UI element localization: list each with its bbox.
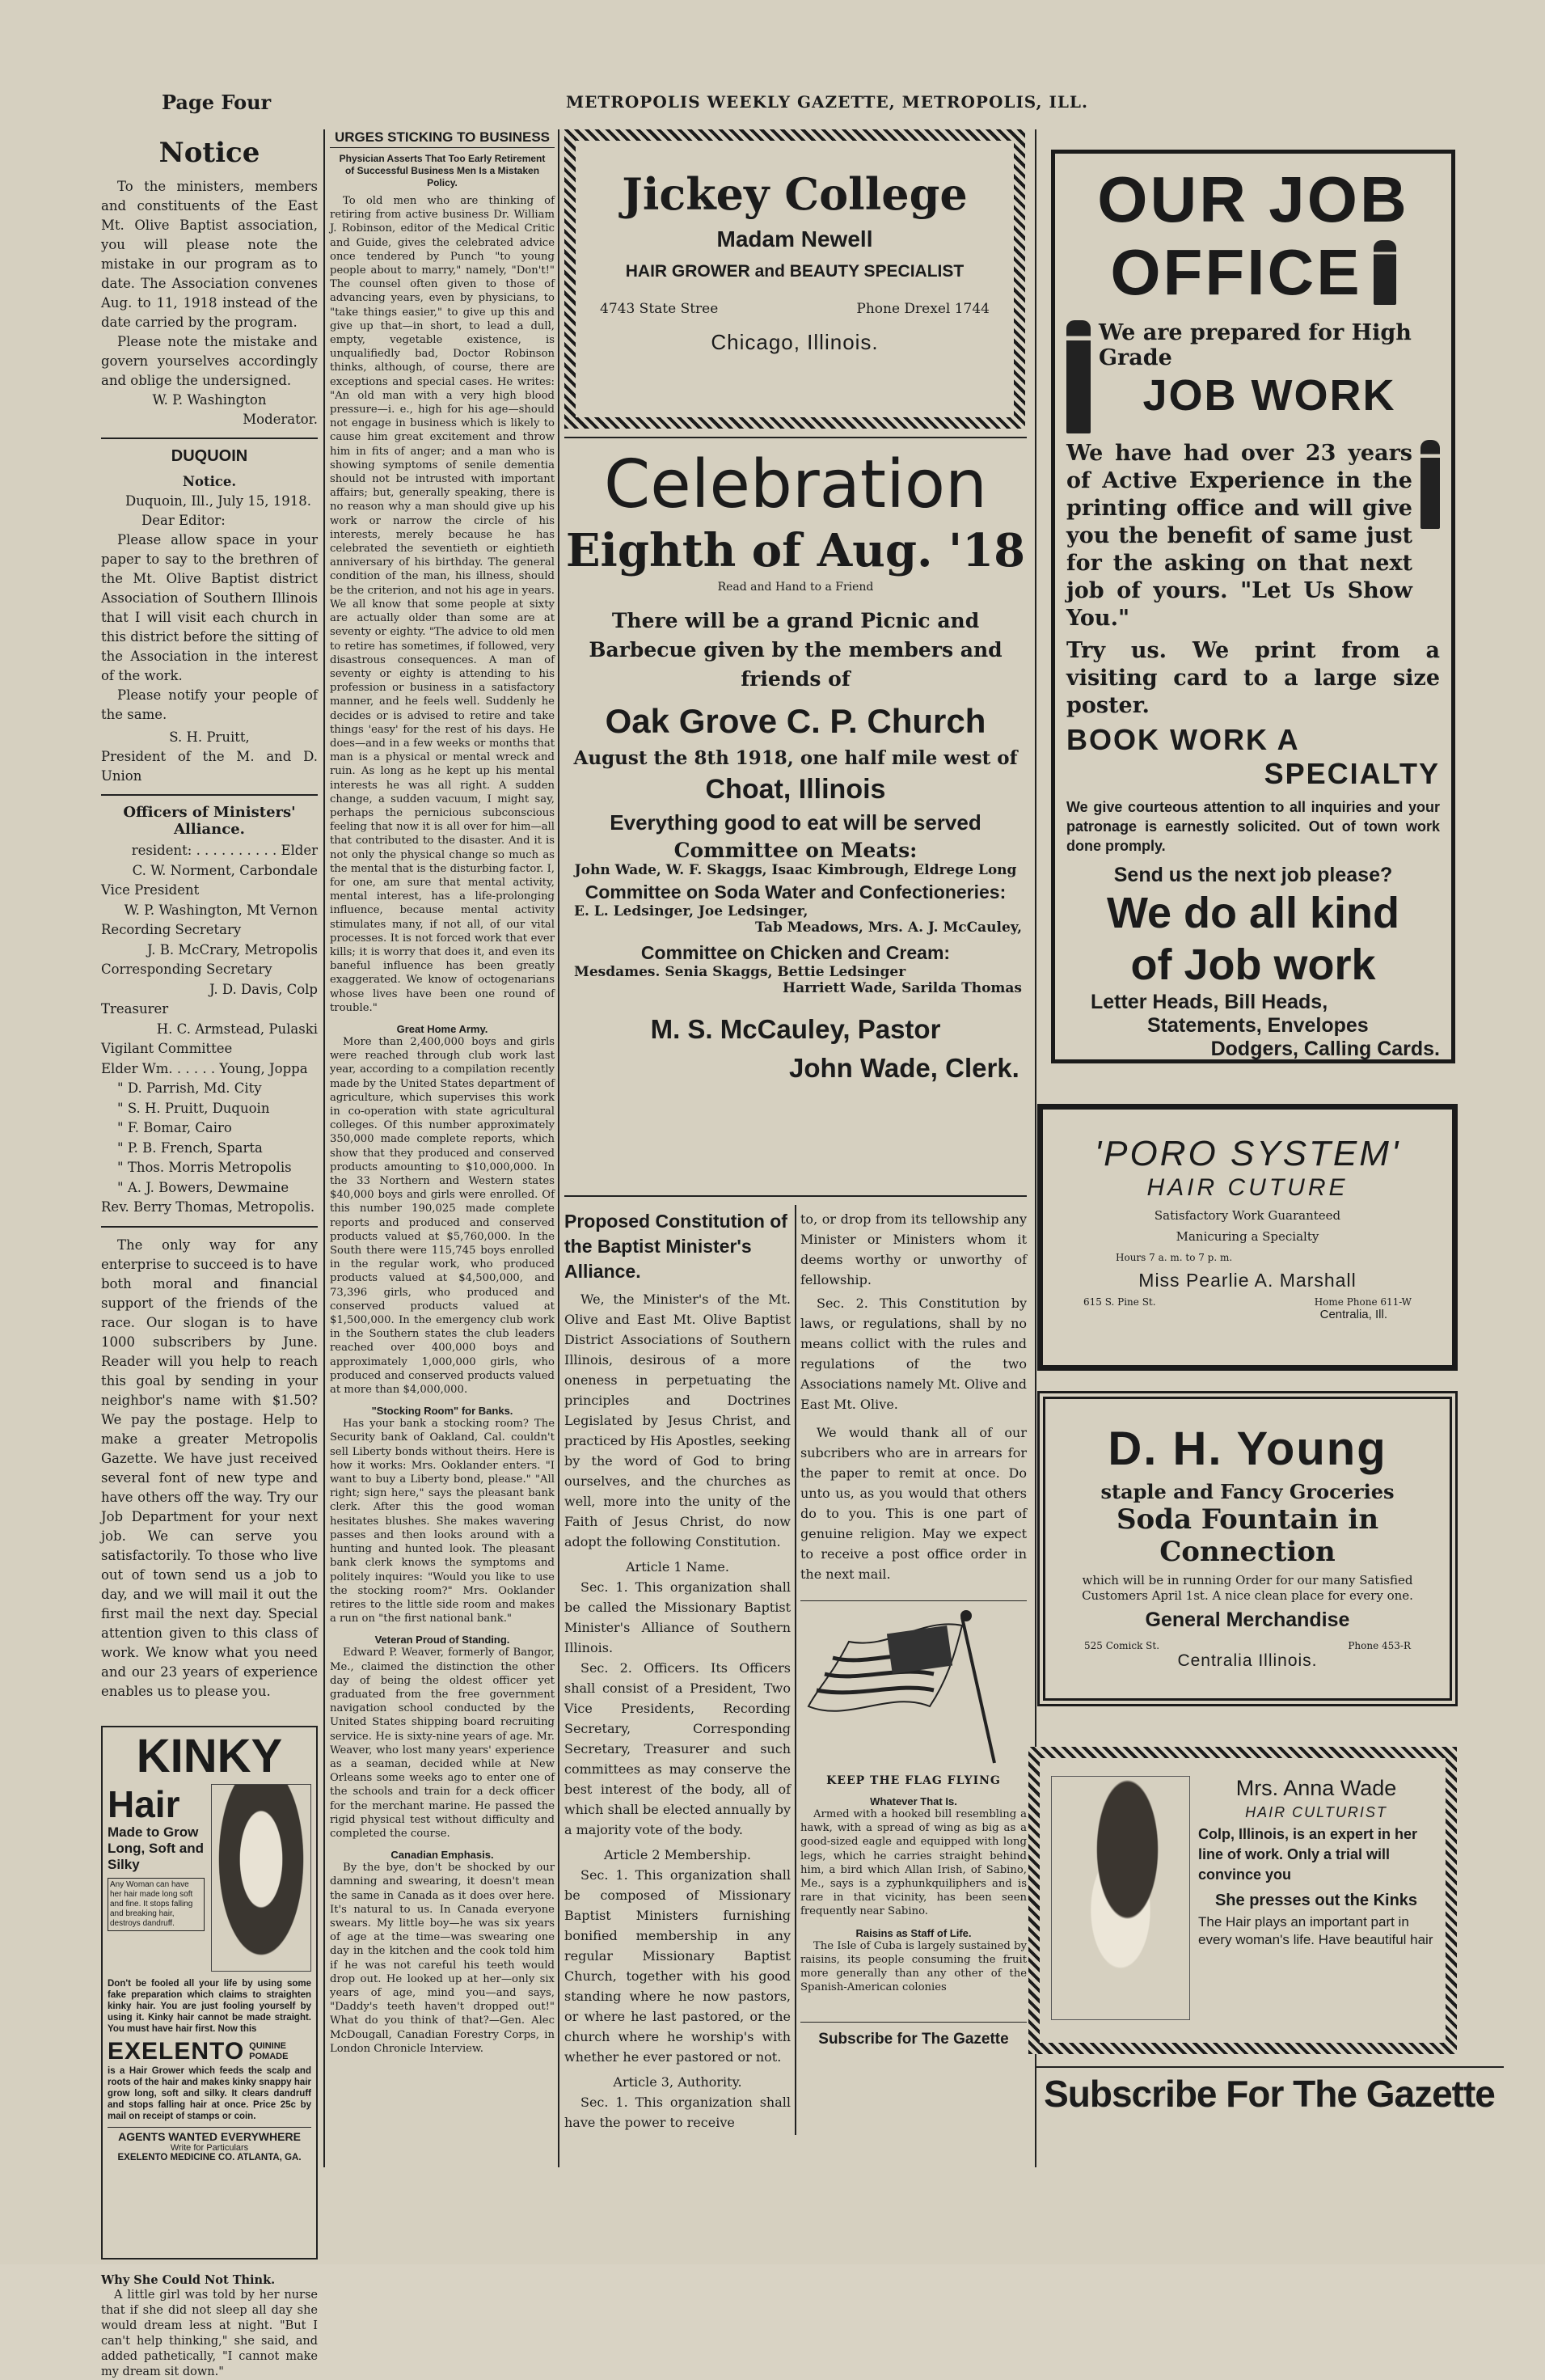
duquoin-text-2: Please notify your people of the same. <box>101 687 318 722</box>
officer-line: " S. H. Pruitt, Duquoin <box>117 1100 270 1116</box>
officer-line: J. B. McCrary, Metropolis <box>146 941 318 957</box>
enterprise-text: The only way for any enterprise to succeed is to have both moral and financial support of the friends of the race. Our slogan is to have 1000 subscribers by June. Reader will you help to reach this goal by sending in your neighbor's name with $1.50? We pay the postage. Help to make a greater Metropolis Gazette. We have just received several font of new type and have others off the way. Try our Job Department for your next job. We can serve you satisfactorily. To those who live out of town send us a job to day, and we will mail it out the first mail the next day. Special attention given to this class of work. We know what you need and our 23 years of experience enables us to please you. <box>101 1237 318 1699</box>
jickey-address: 4743 State Stree <box>600 301 719 317</box>
young-address: 525 Comick St. <box>1084 1640 1160 1651</box>
celebration-title: Celebration <box>603 446 988 523</box>
officer-line: Corresponding Secretary <box>101 962 272 977</box>
jickey-name: Madam Newell <box>716 226 873 252</box>
officer-line: " A. J. Bowers, Dewmaine <box>117 1179 289 1195</box>
column-rule <box>558 129 559 2167</box>
officer-line: " P. B. French, Sparta <box>117 1139 263 1156</box>
army-body: More than 2,400,000 boys and girls were reached through club work last year, according to a compilation recently made by the United States department of agriculture, which supervises this work in co-operation with state agricultural colleges. Of this number approximately 350,000 made complete reports, which show that they produced and conserved products amounting to $10,000,000. In the 33 Northern and Western states $40,000 boys and girls were enrolled. Of this number 190,025 made complete reports and produced and conserved products valued at $5,760,000. In the South there were 115,745 boys enrolled in the regular work, who produced products valued at $4,500,000, and 73,396 girls, who produced and conserved products valued at $1,500,000. In the emergency club work in the Southern states the club leaders reached over 400,000 boys and approximately 1,000,000 girls, who produced and conserved products valued at more than $4,000,000. <box>330 1035 555 1397</box>
veteran-title: Veteran Proud of Standing. <box>374 1634 510 1647</box>
stocking-body: Has your bank a stocking room? The Security bank of Oakland, Cal. couldn't sell Liberty bonds without theirs. Here is how it works: Mrs. Ooklander enters. "I want to buy a Liberty bond, please." "All right; sign here," says the pleasant bank clerk. After this the good woman hesitates blushes. She makes wavering passes and then looks around with a hunting and hunted look. The pleasant bank clerk knows the symptoms and politely inquires: "Would you like to use the stocking room?" Mrs. Ooklander retires to the little side room and makes a run on "the first national bank." <box>330 1418 555 1625</box>
young-text: which will be in running Order for our many Satisfied Customers April 1st. A nice clean place for every one. <box>1082 1573 1413 1603</box>
officer-line: " D. Parrish, Md. City <box>117 1080 262 1096</box>
whatever-body: Armed with a hooked bill resembling a hawk, with a spread of wing as big as a good-sized eagle and equipped with long legs, which he carries straight behind him, a bird which Allan Irish, of Sabino, Me., says is a zyphunkquiliphers and is rare in that vicinity, has been seen frequently near Sabino. <box>800 1808 1027 1918</box>
pastor: M. S. McCauley, Pastor <box>650 1014 941 1044</box>
picnic-town: Choat, Illinois <box>705 774 886 805</box>
exelento-text: is a Hair Grower which feeds the scalp and roots of the hair and makes kinky snappy hair grow long, soft and silky. It clears dandruff and stops falling hair at once. Price 25c by mail on receipt of stamps or coin. <box>108 2065 311 2121</box>
officer-line: Treasurer <box>101 1001 169 1017</box>
duquoin-title: DUQUOIN <box>171 447 248 465</box>
job-office-ad <box>1051 150 1455 1063</box>
why-text: A little girl was told by her nurse that if she did not sleep all day she would dream less at night. "But I can't help thinking," she said, and added pathetically, "I cannot make my dream sit down." <box>101 2288 318 2378</box>
canadian-body: By the bye, don't be shocked by our damning and swearing, it doesn't mean the same in Canada as it does over here. It's natural to us. In Canada everyone swears. My little boy—he was six years of age at the time—was swearing one day in the kitchen and the cook told him if he was not careful his teeth would drop out. He looked up at her—only six years of age, mind you—and says, "Daddy's teeth haven't dropped out!" What do you think of that?—Gen. Alec McDougall, Canadian Forestry Corps, in London Chronicle Interview. <box>330 1862 555 2055</box>
officer-line: W. P. Washington, Mt Vernon <box>124 902 318 918</box>
officer-line: " Thos. Morris Metropolis <box>117 1160 292 1175</box>
chicken-names-1: Mesdames. Senia Skaggs, Bettie Ledsinger <box>574 964 906 980</box>
courteous-text: We give courteous attention to all inquiries and your patronage is earnestly solicited. Out of town work done promply. <box>1066 799 1440 854</box>
officers-list <box>101 841 318 1218</box>
constitution-continued: to, or drop from its tellowship any Minister or Ministers whom it deems worthy or unworthy of fellowship. <box>800 1211 1027 1287</box>
gentleman-figure-icon <box>1374 240 1396 305</box>
constitution-sec2: Sec. 2. This Constitution by laws, or regulations, shall by no means collict with the rules and regulations of the two Associations namely Mt. Olive and East Mt. Olive. <box>800 1296 1027 1412</box>
art3-title: Article 3, Authority. <box>613 2074 742 2090</box>
art2-body: Sec. 1. This organization shall be composed of Missionary Baptist Ministers furnishing bonified membership in any regular Missionary Baptist Church, together with his good standing where he now pastors, or where he last pastored, or the church where he worship's with whether he ever pastored or not. <box>564 1867 791 2065</box>
jickey-city: Chicago, Illinois. <box>711 330 879 354</box>
woman-profile-portrait <box>1051 1776 1190 2020</box>
letter-heads: Letter Heads, Bill Heads, <box>1091 991 1328 1013</box>
celebration-intro: There will be a grand Picnic and Barbecue given by the members and friends of <box>589 609 1003 691</box>
jickey-title: Jickey College <box>622 168 968 220</box>
church-name: Oak Grove C. P. Church <box>605 702 986 740</box>
celebration-ad <box>564 437 1027 1197</box>
picnic-location: August the 8th 1918, one half mile west of <box>573 747 1018 769</box>
dh-young-ad <box>1037 1391 1458 1706</box>
column-rule <box>323 129 325 2167</box>
kinky-body: Don't be fooled all your life by using some fake preparation which claims to straighten kinky hair. You are just fooling yourself by using it. Kinky hair cannot be made straight. You must have hair first. Now this <box>108 1978 311 2034</box>
why-title: Why She Could Not Think. <box>101 2272 276 2287</box>
officer-line: H. C. Armstead, Pulaski <box>156 1021 318 1037</box>
art2-title: Article 2 Membership. <box>604 1847 751 1862</box>
notice-text-2: Please note the mistake and govern yourselves accordingly and oblige the undersigned. <box>101 334 318 388</box>
poro-name: Miss Pearlie A. Marshall <box>1138 1270 1357 1291</box>
subscribe-banner <box>1035 2066 1504 2123</box>
wade-text: Colp, Illinois, is an expert in her line of work. Only a trial will convince you <box>1198 1826 1418 1883</box>
duquoin-date: Duquoin, Ill., July 15, 1918. <box>125 493 311 509</box>
art3-body: Sec. 1. This organization shall have the power to receive <box>564 2095 791 2130</box>
meats-names: John Wade, W. F. Skaggs, Isaac Kimbrough, Eldrege Long <box>574 862 1017 878</box>
agents-sub: Write for Particulars <box>170 2142 249 2153</box>
officer-line: J. D. Davis, Colp <box>209 981 318 997</box>
art1-sec2: Sec. 2. Officers. Its Officers shall consist of a President, Two Vice Presidents, Recording Secretary, Corresponding Secretary, Treasurer and such committees as may conserve the best interest of the body, all of which shall be elected annually by a majority vote of the body. <box>564 1660 791 1837</box>
jickey-college-ad <box>564 129 1025 429</box>
flag-illustration <box>800 1600 1027 1787</box>
everything-good: Everything good to eat will be served <box>610 810 981 835</box>
raisins-title: Raisins as Staff of Life. <box>855 1926 972 1939</box>
poro-address: 615 S. Pine St. <box>1083 1296 1156 1308</box>
young-general: General Merchandise <box>1145 1609 1350 1631</box>
column-2 <box>330 129 555 2143</box>
clerk: John Wade, Clerk. <box>789 1053 1019 1083</box>
company-name: EXELENTO MEDICINE CO. ATLANTA, GA. <box>117 2152 302 2162</box>
jickey-specialty: HAIR GROWER and BEAUTY SPECIALIST <box>625 262 965 281</box>
notice-text: To the ministers, members and constituents of the East Mt. Olive Baptist association, you will please note the mistake in our program as to date. The Association convenes Aug. to 11, 1918 instead of the date carried by the program. <box>101 179 318 330</box>
celebration-date: Eighth of Aug. '18 <box>565 524 1026 577</box>
constitution-body: We, the Minister's of the Mt. Olive and East Mt. Olive Baptist District Associations of Southern Illinois, desirous of a more oneness in perpetuating the principles and Doctrines Legislated by Jesus Christ, and practiced by His Apostles, seeking by the word of God to bring ourselves, and the churches as well, more into the unity of the Faith of Jesus Christ, do now adopt the following Constitution. <box>564 1291 791 1549</box>
subscribe-big: Subscribe For The Gazette <box>1044 2073 1495 2115</box>
specialty: SPECIALTY <box>1264 757 1440 790</box>
article-body: To old men who are thinking of retiring from active business Dr. William J. Robinson, editor of the Medical Critic and Guide, gives the celebrated advice once tendered by Punch "to young people about to marry," namely, "Don't!" The counsel often given to those of advancing years, even by physicians, to "take things easier," to give up this and give up that—in short, to lead a dull, empty, vegetable existence, is unqualifiedly bad, Doctor Robinson thinks, although, of course, there are exceptions and special cases. He writes: "An old man with a very high blood pressure—i. e., high for his age—should not engage in business which is likely to cause him great excitement and throw him in fits of anger; and a man who is showing symptoms of senile dementia should not be intrusted with important affairs; but, generally speaking, there is no reason why a man should give up his work or narrow the circle of his interests, merely because he has celebrated the seventieth or eightieth anniversary of his birthday. The general condition of the man, his illness, should be the criterion, and not his age in years. We all know that some people at sixty are actually older than some are at seventy or eighty. "The advice to old men to retire has sometimes, if followed, very disastrous consequences. A man of seventy or eighty is attending to his profession or business in a satisfactory manner, and he feels well. Suddenly he decides or is advised to retire and take things 'easy' for the rest of his days. He does—and in a few weeks or months that man is a physical or mental wreck and ruin. As long as he kept up his mental interests he was all right. A sudden change, a sudden vacuum, I might say, perhaps the pernicious subconscious feeling that now it is all over for him—all that contributed to the disaster. And it is not only the physical change so much as the mental that is the disturbing factor. I, for one, am sure that mental activity, mental interest, has a life-prolonging influence, because mental activity stimulates many, if not all, of our vital processes. It is not forced work that ever kills; it is worry that does it, and even its baneful influence has been greatly exaggerated. We know of octogenarians whose lives have been one round of trouble." <box>330 195 555 1014</box>
veteran-body: Edward P. Weaver, formerly of Bangor, Me., claimed the distinction the other day of being the oldest officer yet graduated from the free government navigation school conducted by the United States shipping board recruiting service. He is sixty-nine years of age. Mr. Weaver, who lost many years' experience as a seaman, decided while at New Orleans some weeks ago to enter one of the schools and train for a deck officer for the merchant marine. He passed the rigid physical test without difficulty and completed the course. <box>330 1647 555 1840</box>
raisins-body: The Isle of Cuba is largely sustained by raisins, its people consuming the fruit more generally than any other of the Spanish-American colonies <box>800 1939 1027 1994</box>
woman-portrait <box>211 1784 311 1972</box>
young-phone: Phone 453-R <box>1348 1640 1411 1651</box>
job-try: Try us. We print from a visiting card to a large size poster. <box>1066 638 1440 718</box>
constitution-column <box>564 1209 791 2139</box>
duquoin-signature: S. H. Pruitt, <box>169 729 250 745</box>
column-1 <box>101 133 318 2378</box>
kinky-hair-ad <box>101 1726 318 2260</box>
meats-title: Committee on Meats: <box>673 839 918 862</box>
send-us: Send us the next job please? <box>1113 864 1393 886</box>
job-prepared: We are prepared for High Grade <box>1099 320 1412 370</box>
wade-presses: She presses out the Kinks <box>1214 1892 1418 1909</box>
subscribe-small: Subscribe for The Gazette <box>800 2022 1027 2048</box>
wade-title: HAIR CULTURIST <box>1245 1804 1387 1820</box>
canadian-title: Canadian Emphasis. <box>390 1849 494 1862</box>
pointing-man-icon <box>1066 320 1091 433</box>
kinky-subtitle: Made to Grow Long, Soft and Silky <box>108 1824 204 1872</box>
officer-line: Elder Wm. . . . . . Young, Joppa <box>101 1060 308 1076</box>
masthead: METROPOLIS WEEKLY GAZETTE, METROPOLIS, ILL. <box>566 92 1088 112</box>
duquoin-text: Please allow space in your paper to say to the brethren of the Mt. Olive Baptist district Association of Southern Illinois that I will visit each church in this district before the sitting of the Association in the interest of the work. <box>101 532 318 683</box>
officer-line: C. W. Norment, Carbondale <box>132 862 318 878</box>
article-subtitle: Physician Asserts That Too Early Retirement of Successful Business Men Is a Mistaken Policy. <box>339 153 546 188</box>
job-title-2: OFFICE <box>1110 236 1362 308</box>
of-job-work: of Job work <box>1130 941 1376 989</box>
young-title: D. H. Young <box>1108 1423 1387 1475</box>
soda-names-1: E. L. Ledsinger, Joe Ledsinger, <box>574 903 808 919</box>
notice-signature: W. P. Washington <box>152 392 267 408</box>
notice-title: Notice <box>158 137 260 169</box>
celebration-read: Read and Hand to a Friend <box>717 581 874 594</box>
exelento-side: QUININE POMADE <box>249 2040 289 2061</box>
poro-phone: Home Phone 611-W <box>1314 1296 1412 1308</box>
young-city: Centralia Illinois. <box>1177 1651 1318 1670</box>
constitution-right-column <box>800 1209 1027 2139</box>
soda-names-2: Tab Meadows, Mrs. A. J. McCauley, <box>754 919 1022 936</box>
officer-line: Vigilant Committee <box>101 1041 233 1056</box>
jickey-phone: Phone Drexel 1744 <box>856 301 990 317</box>
notice-signature-title: Moderator. <box>243 412 318 427</box>
american-flag-icon <box>800 1601 1027 1771</box>
officer-line: " F. Bomar, Cairo <box>117 1120 232 1135</box>
army-title: Great Home Army. <box>396 1022 488 1035</box>
duquoin-signature-title: President of the M. and D. Union <box>101 749 318 784</box>
chicken-names-2: Harriett Wade, Sarilda Thomas <box>783 980 1022 996</box>
art1-body: Sec. 1. This organization shall be called the Missionary Baptist Minister's Alliance of Southern Illinois. <box>564 1579 791 1655</box>
wade-text-2: The Hair plays an important part in every woman's life. Have beautiful hair <box>1198 1914 1433 1947</box>
flag-caption: KEEP THE FLAG FLYING <box>826 1774 1001 1787</box>
chicken-title: Committee on Chicken and Cream: <box>640 942 951 963</box>
soda-title: Committee on Soda Water and Confectioneries: <box>585 881 1007 903</box>
officer-line: Rev. Berry Thomas, Metropolis. <box>101 1199 315 1215</box>
book-work: BOOK WORK A <box>1066 723 1300 756</box>
duquoin-notice: Notice. <box>182 474 237 489</box>
art1-title: Article 1 Name. <box>626 1559 729 1575</box>
job-text: We have had over 23 years of Active Experience in the printing office and will give you the benefit of same just for the asking on that next job of yours. "Let Us Show You." <box>1066 441 1412 631</box>
article-title: URGES STICKING TO BUSINESS <box>330 129 555 148</box>
officers-title: Officers of Ministers' Alliance. <box>123 804 296 838</box>
exelento-title: EXELENTO <box>108 2037 245 2065</box>
poro-subtitle: HAIR CUTURE <box>1146 1174 1349 1201</box>
job-work: JOB WORK <box>1142 371 1396 420</box>
kinky-small-text: Any Woman can have her hair made long soft and fine. It stops falling and breaking hair, destroys dandruff. <box>108 1878 205 1931</box>
stocking-title: "Stocking Room" for Banks. <box>371 1405 513 1418</box>
duquoin-salute: Dear Editor: <box>141 513 226 528</box>
constitution-title: Proposed Constitution of the Baptist Minister's Alliance. <box>564 1211 787 1282</box>
kinky-hair-word: Hair <box>108 1782 180 1825</box>
page-number: Page Four <box>162 91 272 114</box>
poro-city: Centralia, Ill. <box>1319 1308 1387 1321</box>
standing-man-icon <box>1420 440 1440 529</box>
officer-line: resident: . . . . . . . . . . Elder <box>131 843 318 858</box>
page-header <box>162 91 1391 120</box>
arrears-notice: We would thank all of our subcribers who are in arrears for the paper to remit at once. Do unto us, as you would that others do to you. This is one part of genuine religion. May we expect to receive a post office order in the next mail. <box>800 1425 1027 1582</box>
young-subtitle: staple and Fancy Groceries <box>1100 1480 1395 1503</box>
poro-title: 'PORO SYSTEM' <box>1094 1134 1401 1173</box>
officer-line: Recording Secretary <box>101 922 242 937</box>
whatever-title: Whatever That Is. <box>870 1795 957 1807</box>
job-title-1: OUR JOB <box>1097 163 1409 235</box>
anna-wade-ad <box>1028 1747 1457 2054</box>
poro-system-ad <box>1037 1104 1458 1371</box>
poro-hours: Hours 7 a. m. to 7 p. m. <box>1116 1252 1233 1263</box>
wade-name: Mrs. Anna Wade <box>1235 1776 1397 1800</box>
dodgers: Dodgers, Calling Cards. <box>1210 1038 1440 1060</box>
we-do-all-kind: We do all kind <box>1106 889 1400 937</box>
young-soda: Soda Fountain in Connection <box>1116 1503 1379 1568</box>
column-rule <box>795 1205 796 2135</box>
statements: Statements, Envelopes <box>1147 1014 1369 1037</box>
poro-line-2: Manicuring a Specialty <box>1176 1229 1319 1244</box>
kinky-title: KINKY <box>136 1729 283 1782</box>
officer-line: Vice President <box>101 882 200 898</box>
agents-wanted: AGENTS WANTED EVERYWHERE <box>108 2127 311 2143</box>
poro-line-1: Satisfactory Work Guaranteed <box>1154 1208 1341 1223</box>
